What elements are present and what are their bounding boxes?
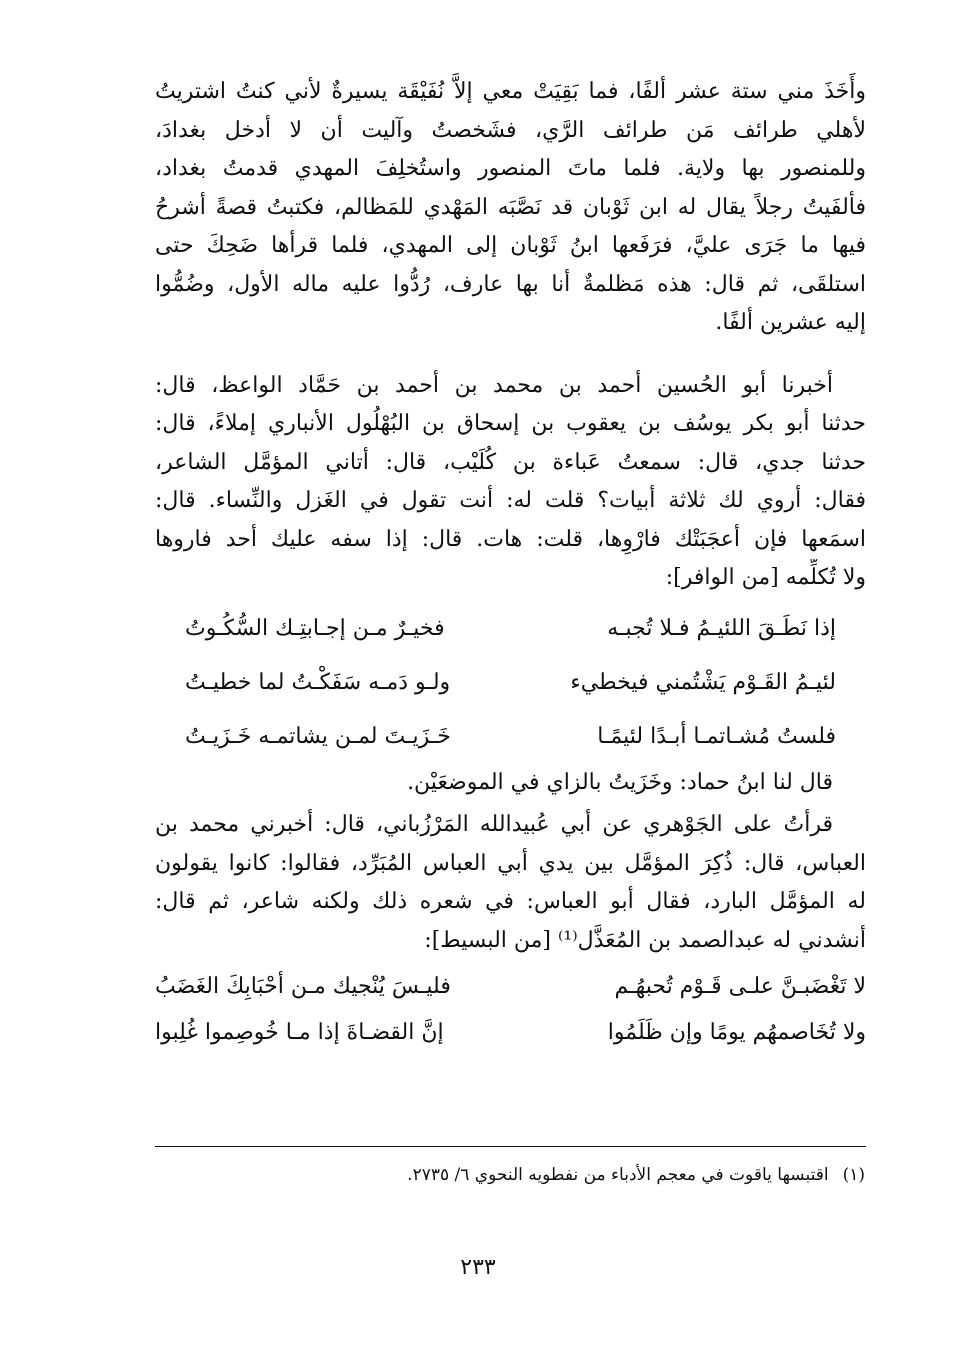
verse-second-hemistich: فخيـرٌ مـن إجـابتِـك السُّكُـوتُ [185,615,445,641]
verse-line [155,656,866,710]
verse-first-hemistich: ولا تُخَاصمهُم يومًا وإن ظَلَمُوا [607,1020,866,1045]
poem-block-2 [155,964,866,1056]
text-line: قرأتُ على الجَوْهري عن أبي عُبيدالله المَرْزُباني، قال: أخبرني محمد بن [155,812,833,837]
text-line: اسمَعها فإن أعجَبَتْك فارْوِها، قلت: هات. قال: إذا سفه عليك أحد فاروها [155,526,866,552]
narrator-note: قال لنا ابنُ حماد: وخَزَيتُ بالزاي في الموضعَيْن. [407,769,833,795]
verse-first-hemistich: لئيـمُ القَـوْم يَشْتُمني فيخطيء [570,669,836,695]
verse-second-hemistich: فليـسَ يُنْجيك مـن أحْبَابِكَ الغَضَبُ [155,974,451,999]
text-line: فيها ما جَرَى عليَّ، فرَفَعها ابنُ ثَوْبان إلى المهدي، فلما قرأها ضَحِكَ حتى [155,233,866,258]
verse-first-hemistich: إذا نَطَـقَ اللئيـمُ فـلا تُجبـه [607,615,836,641]
poem-block-1 [155,602,866,764]
text-line: حدثنا جدي، قال: سمعتُ عَباءة بن كُلَيْب، قال: أتاني المؤمَّل الشاعر، [155,449,866,475]
footnote-divider [155,1146,866,1147]
verse-second-hemistich: خَـزَيـتَ لمـن يشاتمـه خَـزَيـتُ [185,723,451,749]
footnote-number: (١) [842,1165,865,1185]
text-line: ولا تُكلِّمه [من الوافر]: [665,565,866,590]
verse-second-hemistich: ولـو دَمـه سَفَكْـتُ لما خطيـتُ [185,669,451,695]
verse-first-hemistich: فلستُ مُشـاتمـا أبـدًا لئيمًـا [597,723,836,749]
footnote [407,1162,865,1188]
verse-line [155,710,866,764]
text-line: فألفَيتُ رجلاً يقال له ابن ثَوْبان قد نَصَّبَه المَهْدي للمَظالم، فكتبتُ قصةً أشرحُ [155,194,866,220]
text-line: له المؤمَّل البارد، فقال أبو العباس: في شعره ذلك ولكنه شاعر، ثم قال: [155,889,866,914]
page-number: ٢٣٣ [460,1255,496,1280]
text-line: وللمنصور بها ولاية. فلما ماتَ المنصور واستُخلِفَ المهدي قدمتُ بغداد، [155,156,866,181]
verse-first-hemistich: لا تَغْضَبـنَّ علـى قَـوْم تُحبهُـم [614,974,866,999]
text-line: العباس، قال: ذُكِرَ المؤمَّل بين يدي أبي العباس المُبَرِّد، فقالوا: كانوا يقولون [155,850,866,876]
main-text-block [155,73,866,1056]
text-line: فقال: أروي لك ثلاثة أبيات؟ قلت له: أنت تقول في الغَزل والنِّساء. قال: [155,488,866,513]
verse-line [155,602,866,656]
footnote-text: اقتبسها ياقوت في معجم الأدباء من نفطويه النحوي ٦/ ٢٧٣٥. [407,1165,829,1185]
verse-line [155,964,866,1010]
text-line: لأهلي طرائف مَن طرائف الرَّي، فشَخصتُ وآليت أن لا أدخل بغدادَ، [155,117,866,143]
verse-second-hemistich: إنَّ القضـاةَ إذا مـا خُوصِموا غُلِبوا [155,1020,444,1045]
paragraph-2 [155,367,866,598]
text-line: استلقَى، ثم قال: هذه مَظلمةٌ أنا بها عارف، رُدُّوا عليه ماله الأول، وضُمُّوا [155,271,866,297]
text-line: حدثنا أبو بكر يوسُف بن يعقوب بن إسحاق بن البُهْلُول الأنباري إملاءً، قال: [155,411,866,436]
text-line: أخبرنا أبو الحُسين أحمد بن محمد بن أحمد بن حَمَّاد الواعظ، قال: [155,372,833,398]
verse-line [155,1010,866,1056]
paragraph-3 [155,806,866,960]
text-line: وأَخَذَ مني ستة عشر ألفًا، فما بَقِيَتْ معي إلاَّ نُفَيْقَة يسيرةٌ لأني كنتُ اشتريتُ [155,79,866,104]
paragraph-1 [155,73,866,343]
text-line: أنشدني له عبدالصمد بن المُعَذَّل⁽¹⁾ [من البسيط]: [424,927,866,953]
text-line: إليه عشرين ألفًا. [715,310,866,335]
